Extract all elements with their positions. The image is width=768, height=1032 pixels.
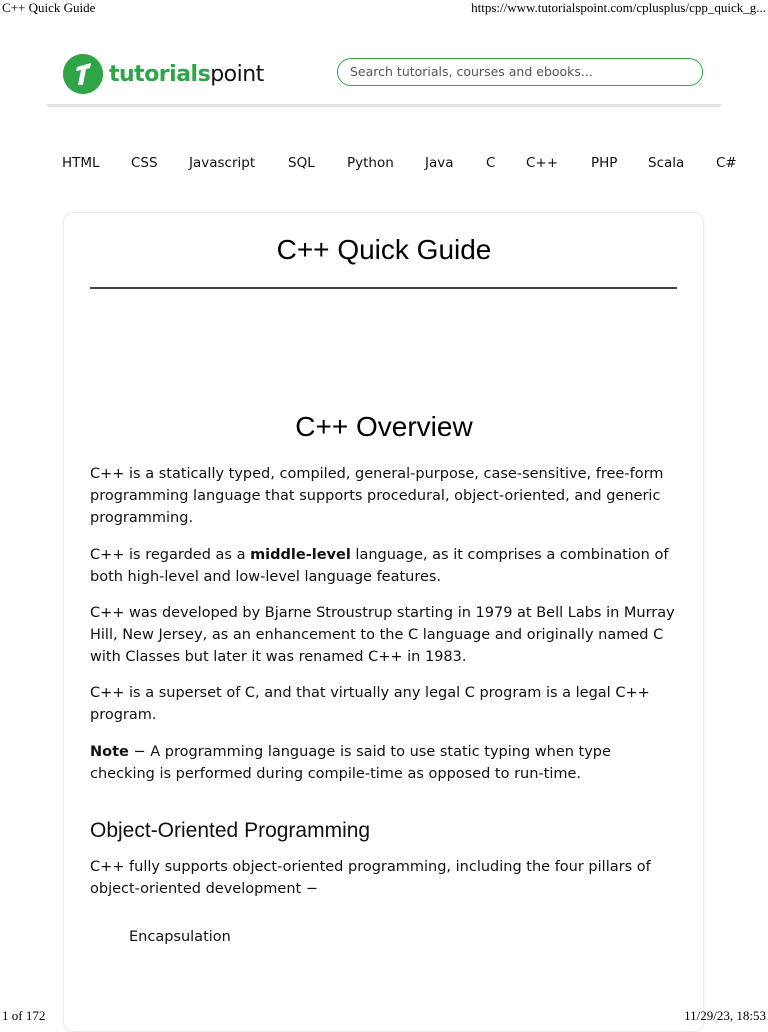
paragraph-middle-level-post: language, as it comprises a combination of both high-level and low-level language features.: [90, 547, 669, 585]
nav-item-c[interactable]: C: [486, 155, 496, 171]
paragraph-note: [90, 741, 680, 785]
logo-text-bold: tutorials: [109, 61, 211, 87]
site-header: [47, 40, 721, 107]
paragraph-middle-level-pre: C++ is regarded as a: [90, 547, 251, 563]
page-indicator: 1 of 172: [2, 1008, 46, 1023]
nav-item-sql[interactable]: SQL: [288, 155, 315, 171]
nav-item-javascript[interactable]: Javascript: [189, 155, 256, 171]
section-title: C++ Overview: [295, 411, 473, 442]
paragraph-oop: C++ fully supports object-oriented programming, including the four pillars of object-oriented development −: [90, 859, 651, 897]
paragraph-intro: C++ is a statically typed, compiled, general-purpose, case-sensitive, free-form programming language that supports procedural, object-oriented, and generic programming.: [90, 466, 664, 526]
logo-wordmark: [109, 62, 264, 87]
print-datetime: 11/29/23, 18:53: [684, 1008, 766, 1023]
nav-item-css[interactable]: CSS: [131, 155, 158, 171]
paragraph-superset: C++ is a superset of C, and that virtually any legal C program is a legal C++ program.: [90, 685, 650, 723]
nav-item-python[interactable]: Python: [347, 155, 394, 171]
nav-item-html[interactable]: HTML: [62, 155, 100, 171]
oop-heading: Object-Oriented Programming: [90, 819, 371, 842]
title-divider: [90, 287, 677, 289]
logo-text-light: point: [210, 61, 264, 87]
print-footer: [0, 1008, 768, 1024]
nav-item-cpp[interactable]: C++: [526, 155, 559, 171]
page-title: C++ Quick Guide: [276, 234, 492, 265]
tutorialspoint-logo-icon: [63, 54, 103, 94]
top-navigation: [47, 152, 737, 176]
print-url: https://www.tutorialspoint.com/cplusplus/cpp_quick_g...: [471, 0, 766, 15]
paragraph-middle-level-bold: middle-level: [250, 547, 351, 563]
search-placeholder: Search tutorials, courses and ebooks...: [350, 64, 593, 79]
note-text: − A programming language is said to use static typing when type checking is performed during compile-time as opposed to run-time.: [90, 744, 611, 782]
print-header: [0, 0, 768, 16]
logo[interactable]: [63, 54, 264, 94]
note-label: Note: [90, 744, 129, 760]
nav-item-java[interactable]: Java: [425, 155, 454, 171]
nav-item-scala[interactable]: Scala: [648, 155, 685, 171]
search-input[interactable]: [337, 58, 703, 86]
paragraph-middle-level: [90, 544, 680, 588]
nav-item-php[interactable]: PHP: [591, 155, 618, 171]
print-title: C++ Quick Guide: [2, 0, 96, 15]
nav-item-csharp[interactable]: C#: [716, 155, 737, 171]
paragraph-history: C++ was developed by Bjarne Stroustrup starting in 1979 at Bell Labs in Murray Hill, New Jersey, as an enhancement to the C language and originally named C with Classes but later it was renamed C++ in 1983.: [90, 605, 675, 665]
list-item: Encapsulation: [129, 929, 231, 945]
